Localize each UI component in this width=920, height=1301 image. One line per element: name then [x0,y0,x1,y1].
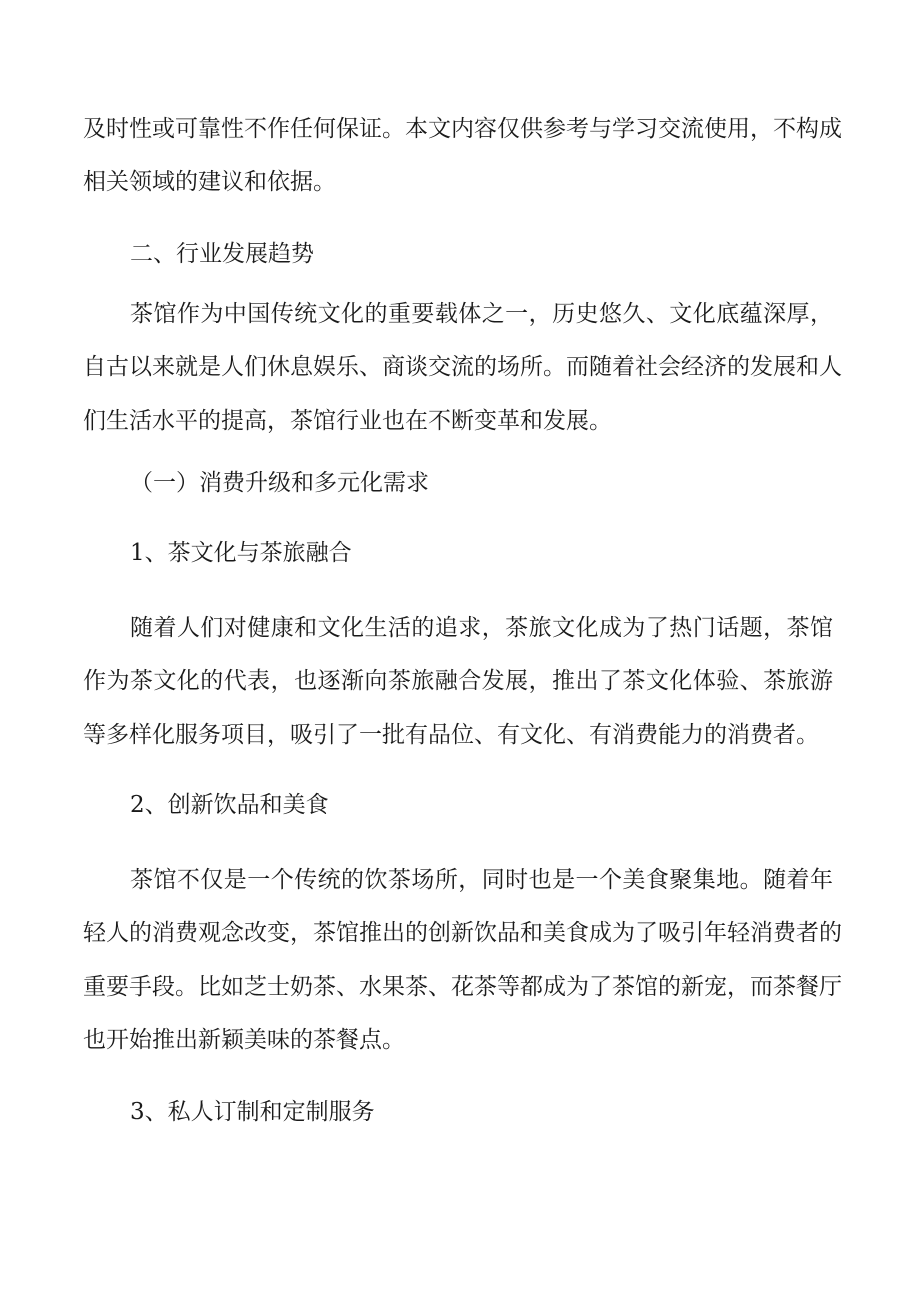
item-1-line-3: 等多样化服务项目，吸引了一批有品位、有文化、有消费能力的消费者。 [83,722,819,748]
item-2-heading: 2、创新饮品和美食 [130,792,329,818]
item-2-line-3: 重要手段。比如芝士奶茶、水果茶、花茶等都成为了茶馆的新宠，而茶餐厅 [83,974,842,1000]
item-1-line-2: 作为茶文化的代表，也逐渐向茶旅融合发展，推出了茶文化体验、茶旅游 [83,668,833,694]
intro-line-1: 及时性或可靠性不作任何保证。本文内容仅供参考与学习交流使用，不构成 [83,116,842,142]
item-1-line-1: 随着人们对健康和文化生活的追求，茶旅文化成为了热门话题，茶馆 [130,615,833,641]
section-paragraph-line-3: 们生活水平的提高，茶馆行业也在不断变革和发展。 [83,408,612,434]
intro-line-2: 相关领域的建议和依据。 [83,169,336,195]
item-2-line-1: 茶馆不仅是一个传统的饮茶场所，同时也是一个美食聚集地。随着年 [130,867,833,893]
item-3-heading: 3、私人订制和定制服务 [130,1099,375,1125]
section-heading: 二、行业发展趋势 [130,241,314,267]
item-1-heading: 1、茶文化与茶旅融合 [130,540,352,566]
section-paragraph-line-2: 自古以来就是人们休息娱乐、商谈交流的场所。而随着社会经济的发展和人 [83,354,842,380]
subsection-heading: （一）消费升级和多元化需求 [130,470,429,496]
item-2-line-4: 也开始推出新颖美味的茶餐点。 [83,1027,405,1053]
section-paragraph-line-1: 茶馆作为中国传统文化的重要载体之一，历史悠久、文化底蕴深厚， [130,301,833,327]
item-2-line-2: 轻人的消费观念改变，茶馆推出的创新饮品和美食成为了吸引年轻消费者的 [83,920,842,946]
